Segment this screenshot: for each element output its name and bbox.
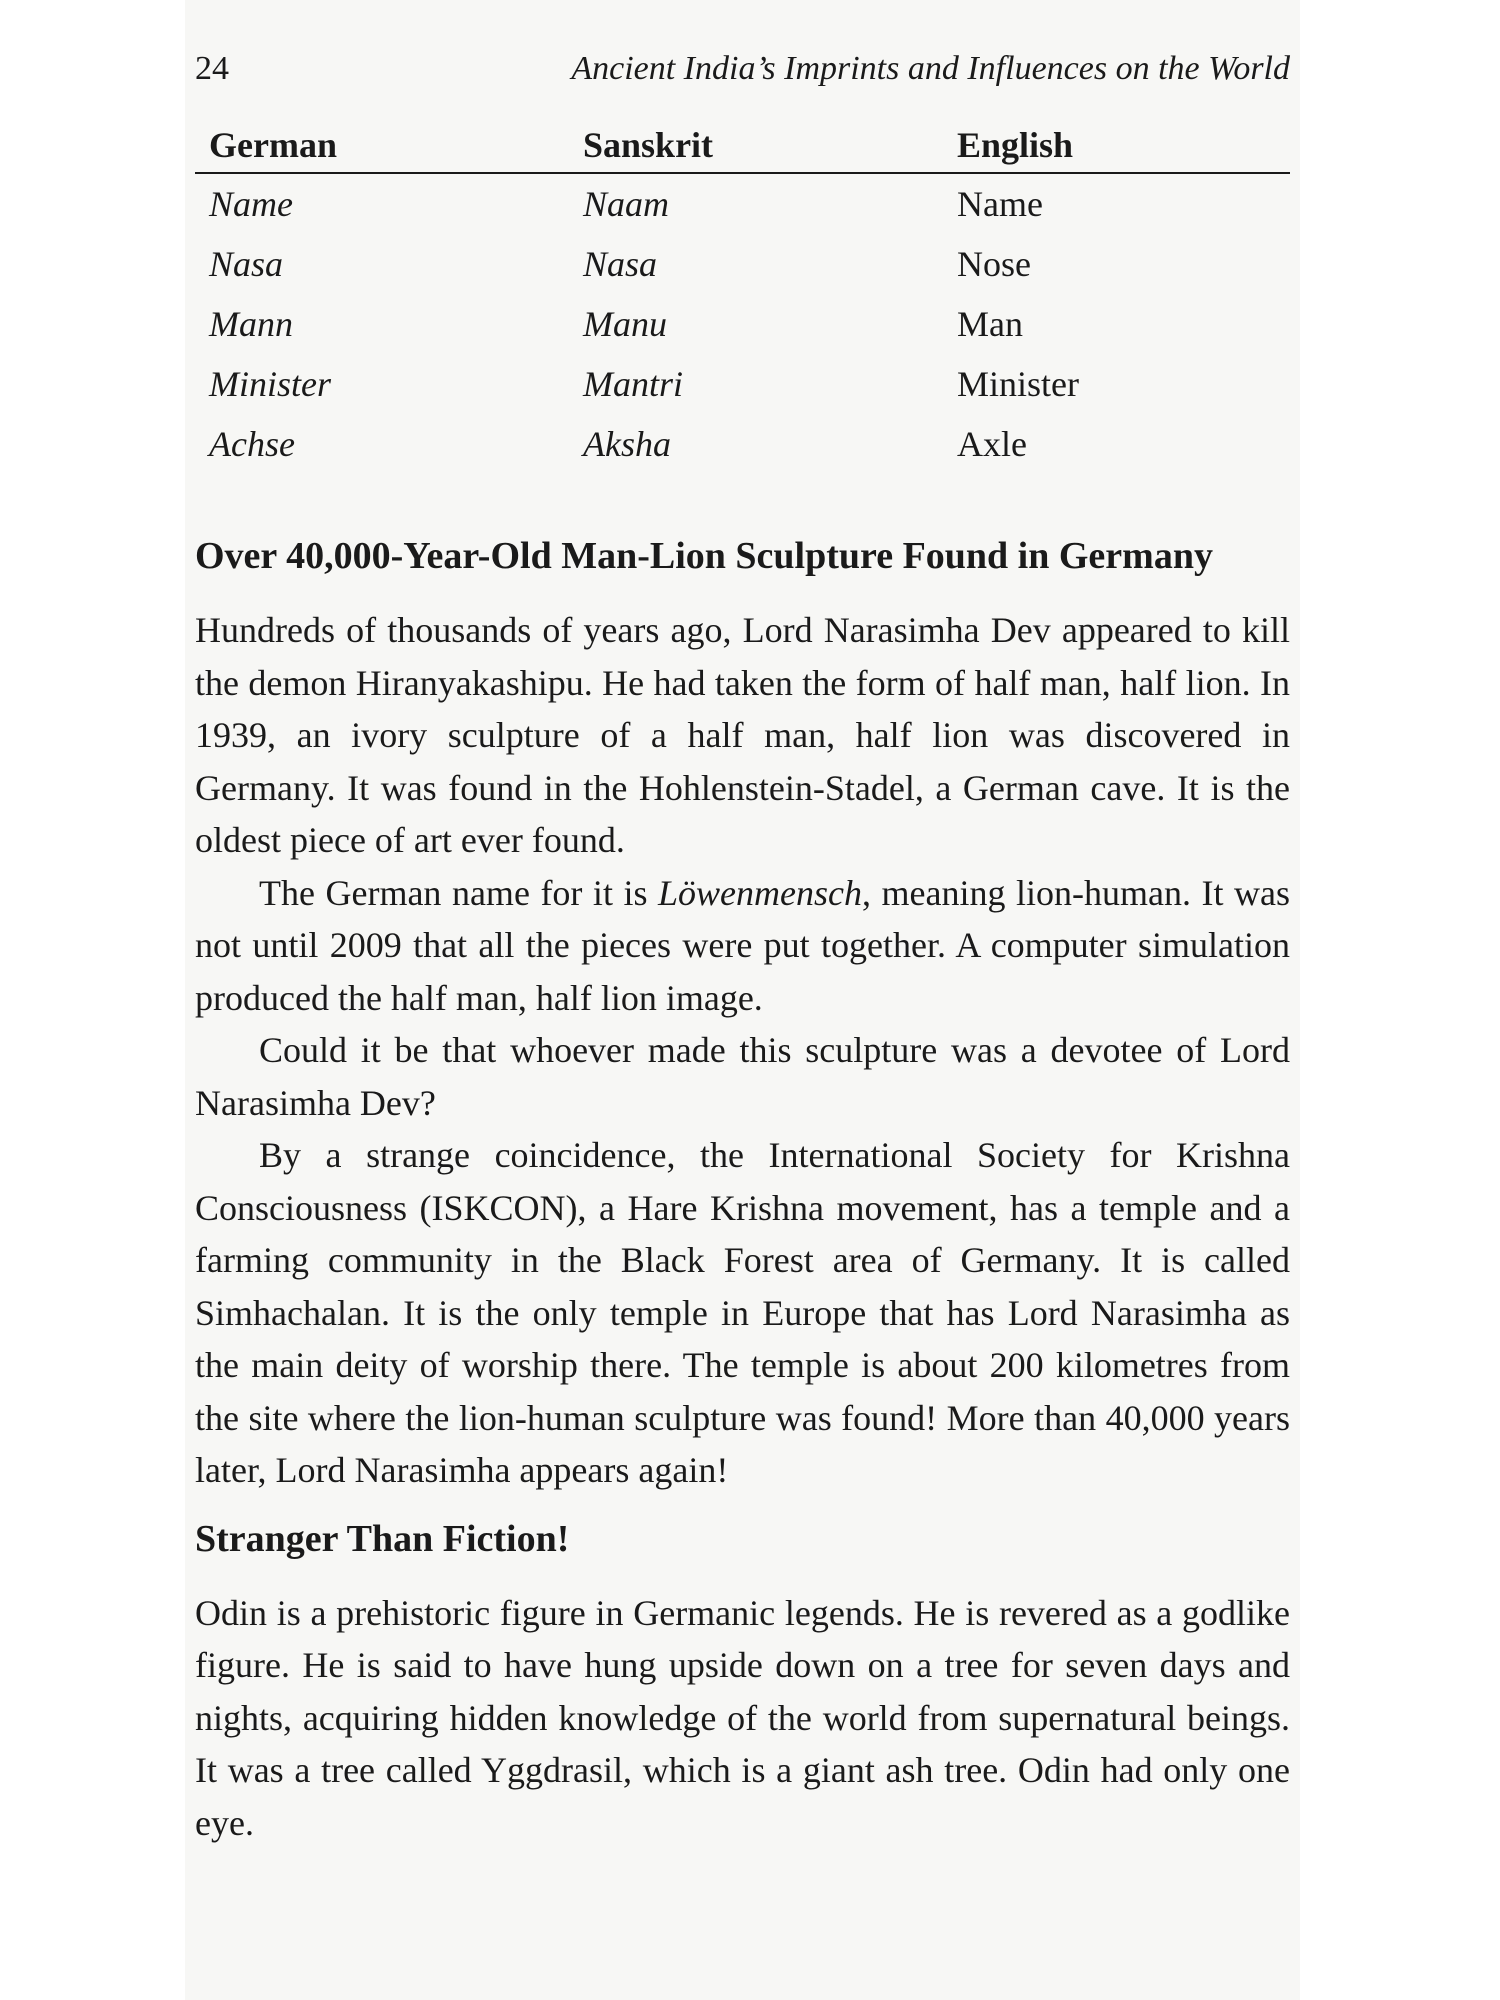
english-word: Name [957,184,1043,224]
sanskrit-word: Nasa [583,244,658,284]
paragraph: By a strange coincidence, the International Society for Krishna Consciousness (ISKCON), a Hare Krishna movement, has a temple and a farming community in the Black Forest area of Germany. It is called Simhachalan. It is the only temple in Europe that has Lord Narasimha as the main deity of worship there. The temple is about 200 kilometres from the site where the lion-human sculpture was found! More than 40,000 years later, Lord Narasimha appears again! [195,1135,1290,1490]
german-word: Name [209,184,293,224]
book-title: Ancient India’s Imprints and Influences on the World [571,50,1290,87]
paragraph: Could it be that whoever made this sculpture was a devotee of Lord Narasimha Dev? [195,1030,1290,1123]
german-word: Achse [209,424,295,464]
left-margin [0,0,185,2000]
running-header [195,50,1290,100]
table-header-row [195,118,1290,173]
page-content [195,40,1290,1849]
sanskrit-word: Naam [583,184,670,224]
paragraph-text: , meaning lion-human. It was not until 2009 that all the pieces were put together. A computer simulation produced the half man, half lion image. [195,872,1290,1018]
right-margin [1300,0,1500,2000]
section-stranger-than-fiction [195,1513,1290,1850]
section-heading: Stranger Than Fiction! [195,1517,570,1560]
word-comparison-table [195,118,1290,474]
table-row [195,234,1290,294]
english-word: Axle [957,424,1027,464]
column-header-sanskrit: Sanskrit [569,118,943,173]
sanskrit-word: Manu [583,304,667,344]
paragraph [195,867,1290,1025]
table-row [195,414,1290,474]
column-header-german: German [195,118,569,173]
english-word: Man [957,304,1023,344]
paragraph: Hundreds of thousands of years ago, Lord Narasimha Dev appeared to kill the demon Hiranyakashipu. He had taken the form of half man, half lion. In 1939, an ivory sculpture of a half man, half lion was discovered in Germany. It was found in the Hohlenstein-Stadel, a German cave. It is the oldest piece of art ever found. [195,610,1290,860]
english-word: Nose [957,244,1031,284]
table-row [195,294,1290,354]
section-heading: Over 40,000-Year-Old Man-Lion Sculpture Found in Germany [195,535,1213,577]
sanskrit-word: Mantri [583,364,684,404]
section-man-lion-sculpture [195,530,1290,1497]
sanskrit-word: Aksha [583,424,671,464]
table-row [195,173,1290,234]
emphasized-term: Löwenmensch [658,872,862,913]
paragraph-text: The German name for it is [259,872,658,913]
column-header-english: English [943,118,1290,173]
table-row [195,354,1290,414]
paragraph: Odin is a prehistoric figure in Germanic legends. He is revered as a godlike figure. He is said to have hung upside down on a tree for seven days and nights, acquiring hidden knowledge of the world from supernatural beings. It was a tree called Yggdrasil, which is a giant ash tree. Odin had only one eye. [195,1592,1290,1843]
german-word: Nasa [209,244,284,284]
english-word: Minister [957,364,1079,404]
german-word: Minister [209,364,331,404]
page-number: 24 [195,50,229,87]
german-word: Mann [209,304,293,344]
